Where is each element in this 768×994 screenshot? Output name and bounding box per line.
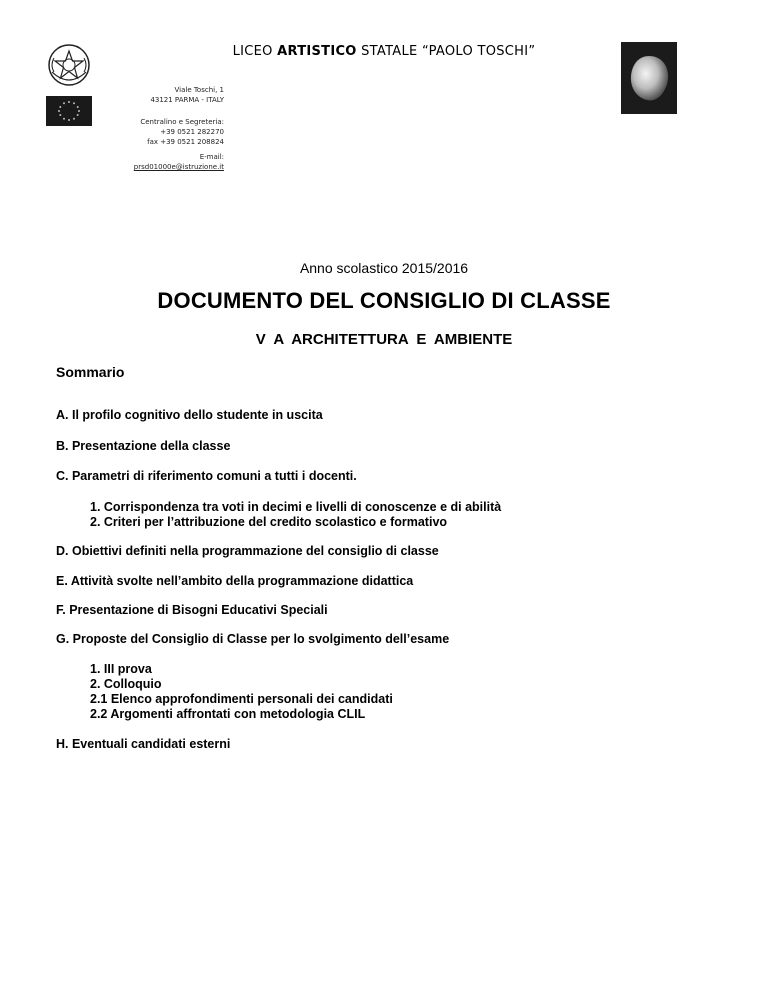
toc-subitem-g22: 2.2 Argomenti affrontati con metodologia CLIL bbox=[90, 707, 366, 721]
phone-label: Centralino e Segreteria: bbox=[140, 118, 224, 126]
summary-heading: Sommario bbox=[56, 364, 125, 380]
email-link[interactable]: prsd01000e@istruzione.it bbox=[133, 163, 224, 171]
toc-item-b: B. Presentazione della classe bbox=[56, 439, 231, 453]
toc-item-c: C. Parametri di riferimento comuni a tutti i docenti. bbox=[56, 469, 357, 483]
email-block bbox=[100, 152, 224, 172]
address-street: Viale Toschi, 1 bbox=[174, 86, 224, 94]
toc-subitem-g1: 1. III prova bbox=[90, 662, 152, 676]
class-subtitle: V A ARCHITETTURA E AMBIENTE bbox=[255, 331, 513, 348]
toc-item-a: A. Il profilo cognitivo dello studente in uscita bbox=[56, 408, 323, 422]
toc-subitem-g21: 2.1 Elenco approfondimenti personali dei candidati bbox=[90, 692, 393, 706]
school-name-bold: ARTISTICO bbox=[277, 44, 357, 59]
eu-flag-icon bbox=[46, 96, 92, 126]
document-title: DOCUMENTO DEL CONSIGLIO DI CLASSE bbox=[157, 288, 611, 313]
phone-number: +39 0521 282270 bbox=[160, 128, 224, 136]
school-logo-image bbox=[621, 42, 677, 114]
toc-item-g: G. Proposte del Consiglio di Classe per lo svolgimento dell’esame bbox=[56, 632, 450, 646]
toc-item-f: F. Presentazione di Bisogni Educativi Speciali bbox=[56, 603, 328, 617]
toc-item-e: E. Attività svolte nell’ambito della programmazione didattica bbox=[56, 574, 414, 588]
toc-item-h: H. Eventuali candidati esterni bbox=[56, 737, 231, 751]
email-label: E-mail: bbox=[199, 153, 224, 161]
toc-item-d: D. Obiettivi definiti nella programmazione del consiglio di classe bbox=[56, 544, 439, 558]
address-city: 43121 PARMA - ITALY bbox=[150, 96, 224, 104]
school-year: Anno scolastico 2015/2016 bbox=[299, 260, 469, 276]
toc-subitem-c2: 2. Criteri per l’attribuzione del credito scolastico e formativo bbox=[90, 515, 448, 529]
phone-block bbox=[100, 117, 224, 147]
toc-subitem-c1: 1. Corrispondenza tra voti in decimi e livelli di conoscenze e di abilità bbox=[90, 500, 502, 514]
address-block bbox=[100, 85, 224, 105]
fax-number: fax +39 0521 208824 bbox=[147, 138, 224, 146]
school-name: LICEO ARTISTICO STATALE “PAOLO TOSCHI” bbox=[232, 44, 536, 59]
toc-subitem-g2: 2. Colloquio bbox=[90, 677, 162, 691]
